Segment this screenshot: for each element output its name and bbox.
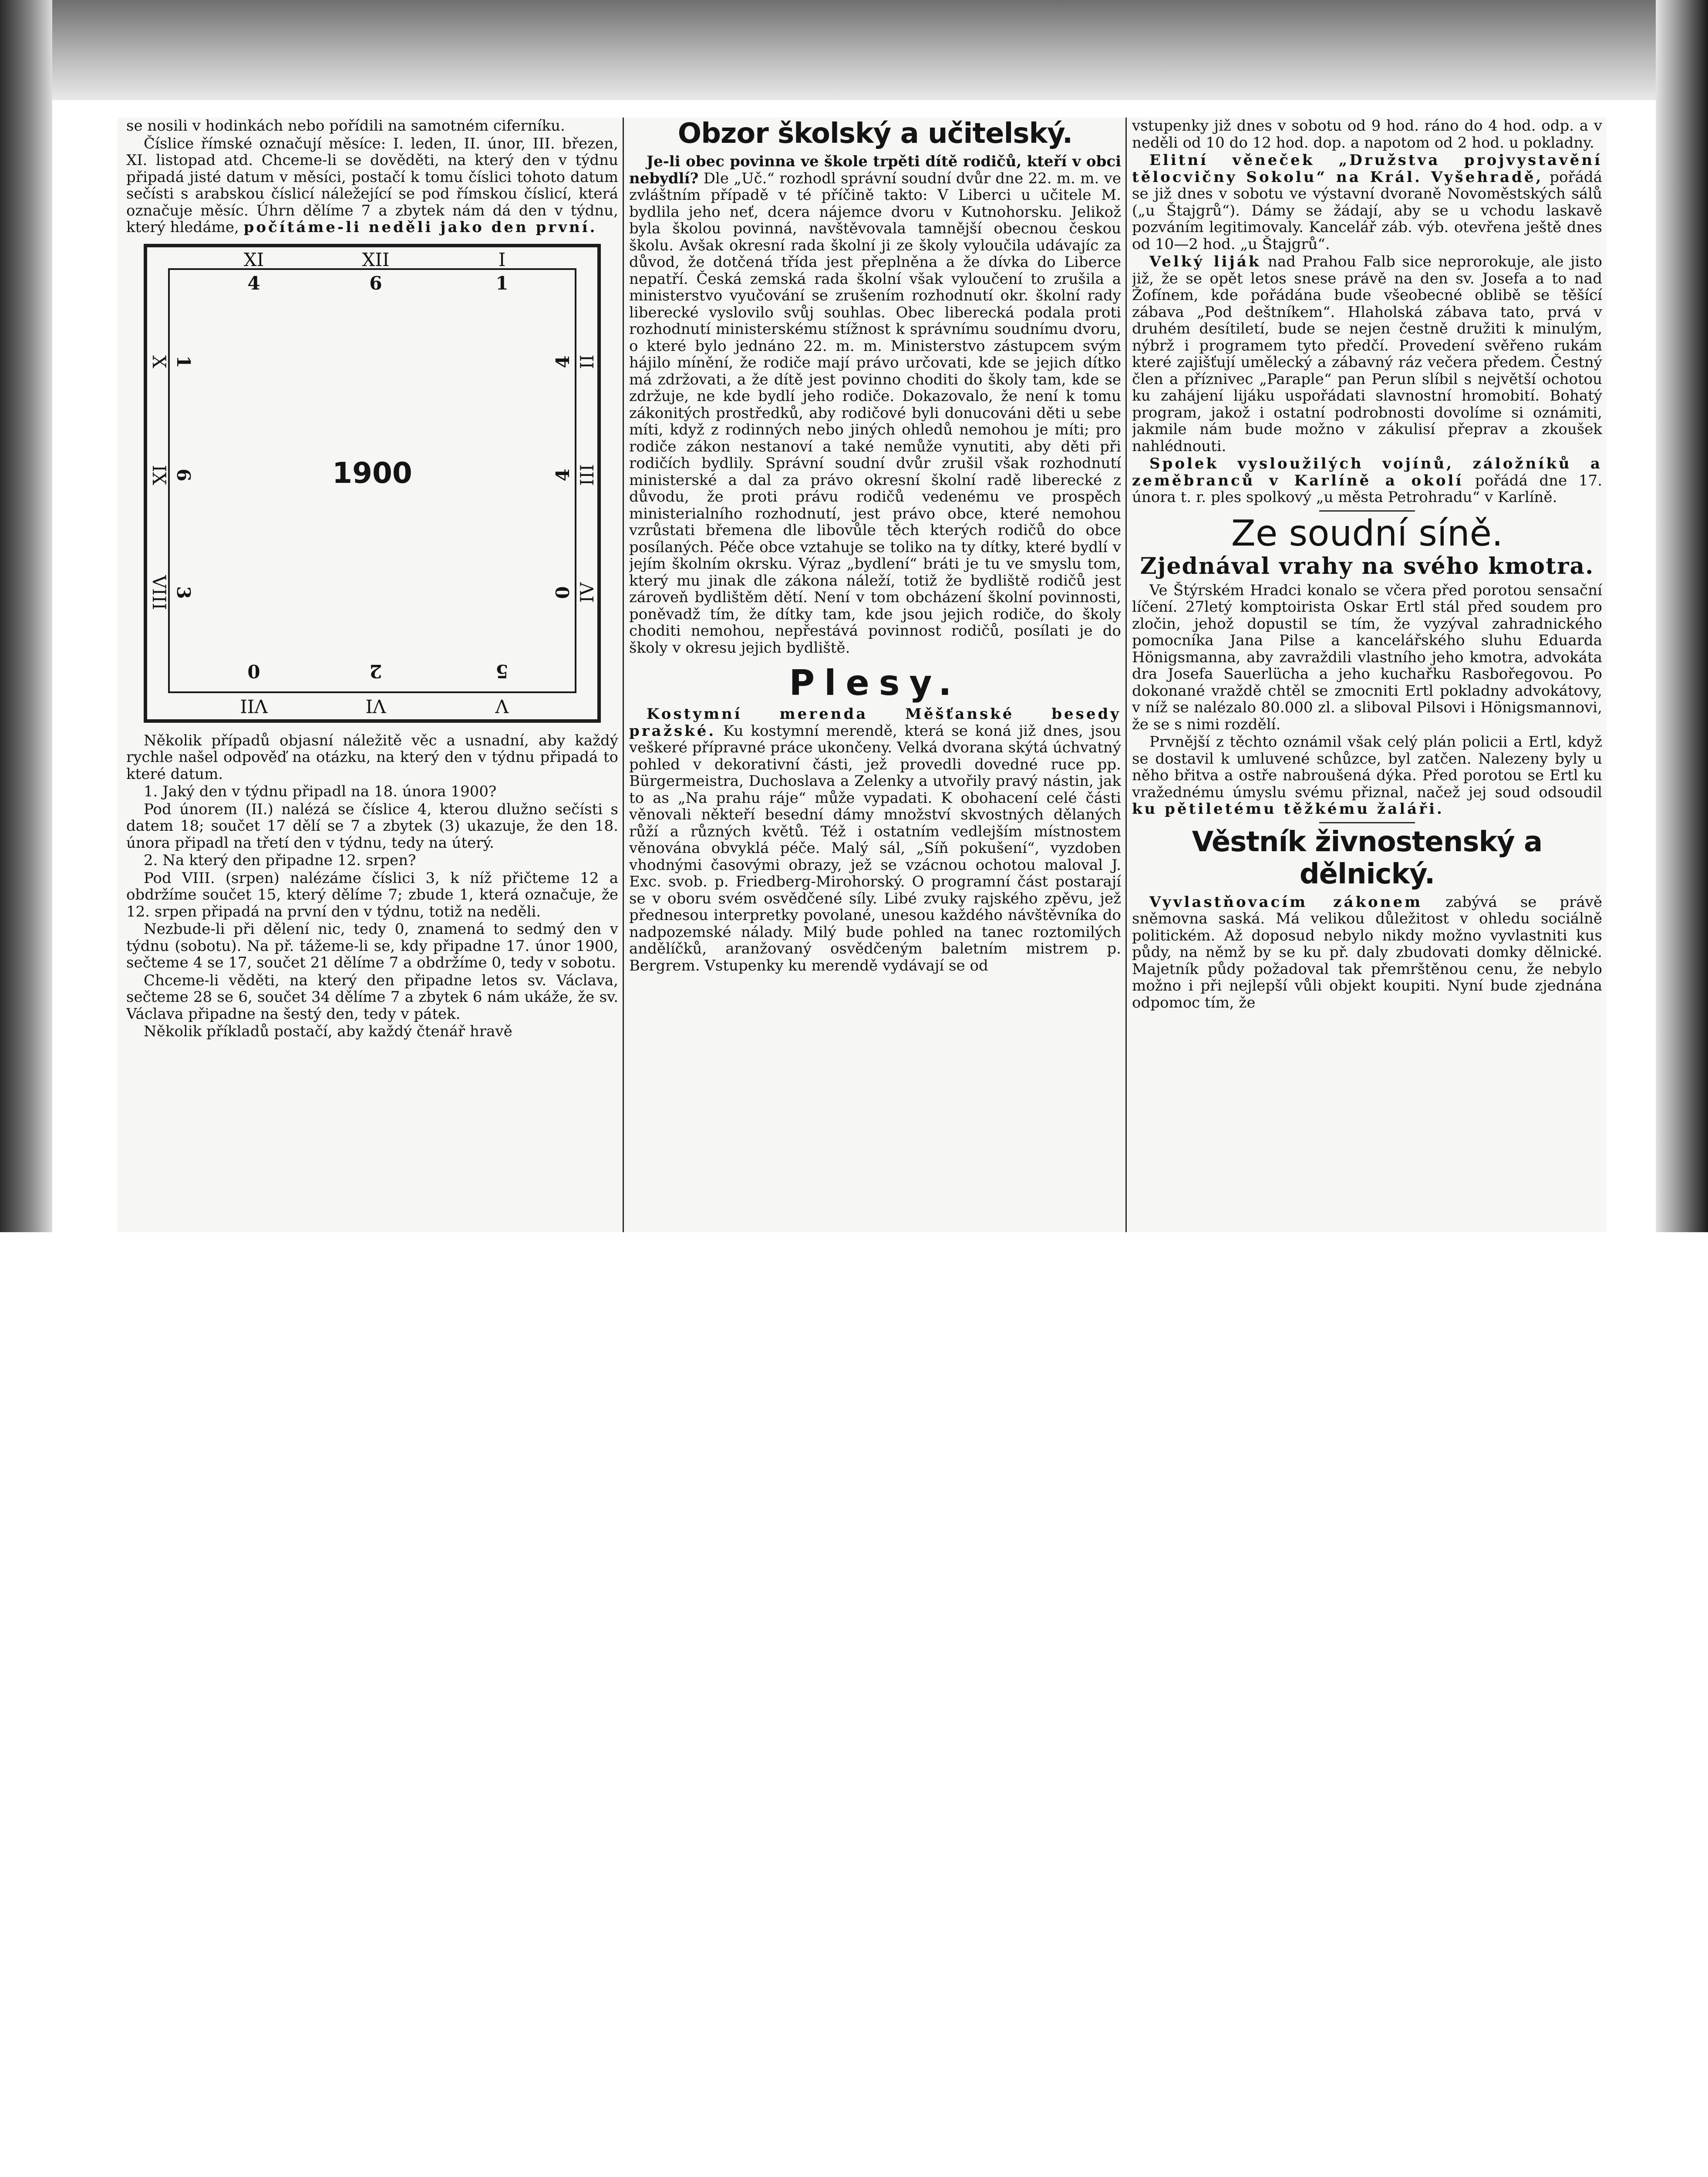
clock-number: 4 bbox=[552, 468, 573, 482]
paragraph bbox=[629, 153, 1121, 656]
section-heading: Ze soudní síně. bbox=[1231, 512, 1503, 554]
clock-number: 1 bbox=[495, 272, 509, 294]
emphasized-text: Kostymní merenda Měšťanské besedy pražské. bbox=[629, 705, 1121, 740]
clock-label: XI bbox=[243, 249, 264, 270]
column-middle bbox=[629, 118, 1121, 1232]
emphasized-text: Vyvlastňovacím zákonem bbox=[1149, 893, 1423, 911]
section-heading: Plesy. bbox=[789, 663, 961, 703]
paragraph-text: Číslice římské označují měsíce: I. leden, II. únor, III. březen, XI. listopad atd. Chceme-li se dověděti, na který den v týdnu připadá jisté datum v měsíci, postačí k tomu číslici tohoto datum sečísti s arabskou číslicí náležející se pod římskou číslicí, která označuje měsíc. Úhrn dělíme 7 a zbytek nám dá den v týdnu, který hledáme, bbox=[126, 135, 618, 236]
paragraph-text: pořádá dne 17. února t. r. ples spolkový „u města Petrohradu“ v Karlíně. bbox=[1132, 472, 1602, 506]
clock-label: II bbox=[576, 354, 598, 369]
clock-number: 4 bbox=[552, 355, 573, 368]
clock-number: 5 bbox=[495, 660, 509, 682]
clock-number: 3 bbox=[173, 586, 194, 599]
clock-label: VIII bbox=[148, 575, 170, 610]
clock-label: IV bbox=[576, 582, 598, 603]
emphasized-text: Spolek vysloužilých vojínů, záložníků a zeměbranců v Karlíně a okolí bbox=[1132, 455, 1602, 489]
clock-number: 4 bbox=[247, 272, 260, 294]
scan-shadow-left bbox=[0, 0, 52, 1232]
clock-label: X bbox=[148, 355, 170, 368]
paragraph bbox=[1132, 894, 1602, 1011]
clock-number: 6 bbox=[173, 468, 194, 482]
clock-label: XII bbox=[362, 249, 390, 270]
emphasized-text: Velký liják bbox=[1149, 253, 1261, 270]
divider bbox=[1319, 822, 1415, 823]
clock-label: III bbox=[576, 464, 598, 486]
clock-label: VI bbox=[365, 695, 386, 717]
clock-number: 6 bbox=[369, 272, 382, 294]
clock-label: IX bbox=[148, 465, 170, 485]
clock-number: 2 bbox=[369, 660, 382, 682]
section-heading: Obzor školský a učitelský. bbox=[677, 118, 1073, 150]
paragraph: Pod VIII. (srpen) nalézáme číslici 3, k níž přičteme 12 a obdržíme součet 15, který dělíme 7; zbude 1, která označuje, že 12. srpen připadá na první den v týdnu, totiž na neděli. bbox=[126, 869, 618, 920]
paragraph-text: Ku kostymní merendě, která se koná již dnes, jsou veškeré přípravné práce ukončeny. Velká dvorana skýtá úchvatný pohled v dekorativní části, jež provedli dovedné ruce pp. Bürgermeistra, Duchoslava a Zelenky a utvořily pravý nástin, jak to as „Na prahu ráje“ může vypadati. K obohacení celé části věnovali někteří besední dámy množství skvostných dělaných růží a různých květů. Též i ostatním vedlejším místnostem věnována obvyklá péče. Malý sál, „Síň pokušení“, vyzdoben vhodnými časovými obrazy, jež se vzácnou ochotou maloval J. Exc. svob. p. Friedberg-Mirohorský. O programní část postarají se v oboru svém osvědčené síly. Libé zvuky rajského zpěvu, jež přednesou interpretky povolané, unesou každého návštěvníka do nadpozemské nálady. Milý bude pohled na tanec roztomilých andělíčků, aranžovaný osvědčeným baletním mistrem p. Bergrem. Vstupenky ku merendě vydávají se od bbox=[629, 722, 1121, 974]
paragraph: Ve Štýrském Hradci konalo se včera před porotou sensační líčení. 27letý komptoirista Oskar Ertl stál před soudem pro zločin, jehož dopustil se tím, že vyzýval zahradnického pomocníka Jana Pilse a kancelářského sluhu Eduarda Hönigsmanna, aby zavraždili vlastního jeho kmotra, advokáta dra Josefa Sauerlücha a jeho kuchařku Rasbořegovou. Po dokonané vraždě chtěl se zmocniti Ertl pokladny advokátovy, v níž se nalézalo 80.000 zl. a sliboval Pilsovi i Hönigsmannovi, že se s nimi rozdělí. bbox=[1132, 581, 1602, 733]
article-heading: Zjednával vrahy na svého kmotra. bbox=[1140, 553, 1594, 580]
paragraph: se nosili v hodinkách nebo pořídili na samotném ciferníku. bbox=[126, 118, 565, 135]
paragraph: Nezbude-li při dělení nic, tedy 0, znamená to sedmý den v týdnu (sobotu). Na př. tážeme-li se, kdy připadne 17. únor 1900, sečteme 4 se 17, součet 21 dělíme 7 a obdržíme 0, tedy v sobotu. bbox=[126, 920, 618, 971]
paragraph: Chceme-li věděti, na který den připadne letos sv. Václava, sečteme 28 se 6, součet 34 dělíme 7 a zbytek 6 nám ukáže, že sv. Václava připadne na šestý den, tedy v pátek. bbox=[126, 971, 618, 1023]
scan-shadow-right bbox=[1656, 0, 1708, 1232]
emphasized-text: počítáme-li neděli jako den první. bbox=[243, 219, 597, 236]
clock-label: I bbox=[498, 249, 506, 270]
scan-shadow-top bbox=[0, 0, 1708, 100]
paragraph: Několik případů objasní náležitě věc a usnadní, aby každý rychle našel odpověď na otázku, na který den v týdnu připadá to které datum. bbox=[126, 731, 618, 783]
article-lead: Je-li obec povinna ve škole trpěti dítě rodičů, kteří v obci nebydlí? bbox=[629, 153, 1121, 187]
calendar-clock-figure bbox=[144, 244, 601, 723]
paragraph: Několik příkladů postačí, aby každý čtenář hravě bbox=[144, 1023, 512, 1040]
paragraph bbox=[1132, 152, 1602, 253]
clock-label: V bbox=[495, 695, 509, 717]
paragraph-text: pořádá se již dnes v sobotu ve výstavní dvoraně Novoměstských sálů („u Štajgrů“). Dámy se žádají, aby se u vchodu laskavě pozváním legitimovaly. Kancelář záb. výb. otevřena ještě dnes od 10—2 hod. „u Štajgrů“. bbox=[1132, 168, 1602, 253]
clock-number: 0 bbox=[552, 586, 573, 599]
paragraph bbox=[1132, 253, 1602, 455]
column-left bbox=[126, 118, 618, 1232]
paragraph: vstupenky již dnes v sobotu od 9 hod. ráno do 4 hod. odp. a v neděli od 10 do 12 hod. dop. a napotom od 2 hod. u pokladny. bbox=[1132, 118, 1602, 152]
clock-number: 1 bbox=[173, 355, 194, 368]
paragraph: 2. Na který den připadne 12. srpen? bbox=[144, 852, 416, 869]
clock-number: 0 bbox=[247, 660, 260, 682]
clock-year: 1900 bbox=[332, 456, 412, 490]
paragraph-text: Dle „Uč.“ rozhodl správní soudní dvůr dne 22. m. m. ve zvláštním případě v té příčině takto: V Liberci u učitele M. bydlila jeho neť, dcera nájemce dvoru v Kutnohorsku. Jelikož byla školou povinná, navštěvovala tamnější obecnou českou školu. Avšak okresní rada školní ji ze školy vyloučila udávajíc za důvod, že dotčená třída jest přeplněna a že dívka do Liberce nepatří. Česká zemská rada školní však vyloučení to zrušila a ministerstvo vyučování se zrušením rozhodnutí okr. školní rady liberecké vyslovilo svůj souhlas. Obec liberecká podala proti rozhodnutí ministerskému stížnost k správnímu soudnímu dvoru, o které bylo jednáno 22. m. m. Ministerstvo zástupcem svým hájilo mínění, že rodiče mají právo určovati, kde se jejich dítko má zdržovati, a že dítě jest povinno choditi do školy tam, kde se zdržuje, ne kde bydlí jeho rodiče. Dokazovalo, že není k tomu zákonitých prostředků, aby rodičové byli donucováni děti u sebe míti, když z rodinných nebo jiných ohledů nemohou je míti; pro rodiče zákon nestanoví a také nemůže vynutiti, aby děti při rodičích bydlily. Správní soudní dvůr zrušil však rozhodnutí ministerské a dal za právo okresní školní radě liberecké z důvodu, že proti právu rodičů vedenému ve prospěch ministerialního rozhodnutí, jest právo obce, které nemohou vzrůstati břemena dle libovůle těch kterých rodičů do obce posílaných. Péče obce vztahuje se toliko na ty dítky, které bydlí v jejím školním okrsku. Výraz „bydlení“ bráti je tu ve smyslu tom, který mu jinak dle zákona náleží, totiž že bydliště rodičů jest zároveň bydlištěm dětí. Není v tom obcházení školní povinnosti, poněvadž tím, že dítky tam, kde jsou jejich rodiče, do školy choditi nemohou, nepřestává povinnost rodičů, posílati je do školy v okresu jejich bydliště. bbox=[629, 169, 1121, 657]
clock-label: VII bbox=[240, 695, 268, 717]
column-rule bbox=[623, 118, 624, 1232]
paragraph-text: Prvnější z těchto oznámil však celý plán policii a Ertl, když se dostavil k umluvené schůzce, byl zatčen. Nalezeny byly u něho břitva a ostře nabroušená dýka. Před porotou se Ertl ku vražednému úmyslu svému přiznal, načež jej soud odsoudil bbox=[1132, 733, 1602, 801]
newspaper-page bbox=[118, 118, 1607, 1232]
divider bbox=[1319, 510, 1415, 512]
paragraph-text: nad Prahou Falb sice neprorokuje, ale jisto již, že se opět letos snese právě na den sv. Josefa a to nad Žofínem, kde pořádána bude všeobecné oblibě se těšící zábava „Pod deštníkem“. Hlaholská zábava tato, prvá v druhém desítiletí, bude se nejen čestně družiti k minulým, nýbrž i programem tyto předčí. Provedení svěřeno rukám které zajišťují umělecký a zábavný ráz večera předem. Čestný člen a příznivec „Paraple“ pan Perun slíbil s největší ochotou ku zahájení lijáku uspořádati slavnostní hromobití. Bohatý program, jakož i ostatní podrobnosti dovolíme si oznámiti, jakmile nám bude možno v zákulisí přeprav a zkoušek nahlédnouti. bbox=[1132, 253, 1602, 455]
paragraph bbox=[1132, 455, 1602, 506]
emphasized-text: ku pětiletému těžkému žaláři. bbox=[1132, 800, 1444, 818]
column-rule bbox=[1125, 118, 1127, 1232]
paragraph bbox=[126, 135, 618, 236]
paragraph bbox=[629, 706, 1121, 974]
paragraph: 1. Jaký den v týdnu připadl na 18. února 1900? bbox=[144, 783, 497, 800]
paragraph-text: zabývá se právě sněmovna saská. Má velikou důležitost v ohledu sociálně politickém. Až doposud nebylo nikdy možno vyvlastniti kus půdy, na němž by se ku př. daly zbudovati domky dělnické. Majetník půdy požadoval tak přemrštěnou cenu, že nebylo možno i při nejlepší vůli objekt koupiti. Nyní bude zjednána odpomoc tím, že bbox=[1132, 893, 1602, 1011]
column-right bbox=[1132, 118, 1602, 1232]
section-heading: Věstník živnostenský a dělnický. bbox=[1192, 826, 1543, 890]
paragraph: Pod únorem (II.) nalézá se číslice 4, kterou dlužno sečísti s datem 18; součet 17 dělí se 7 a zbytek (3) ukazuje, že den 18. února připadl na třetí den v týdnu, tedy na úterý. bbox=[126, 800, 618, 852]
paragraph bbox=[1132, 734, 1602, 818]
emphasized-text: Elitní věneček „Družstva projvystavění tělocvičny Sokolu“ na Král. Vyšehradě, bbox=[1132, 152, 1602, 186]
